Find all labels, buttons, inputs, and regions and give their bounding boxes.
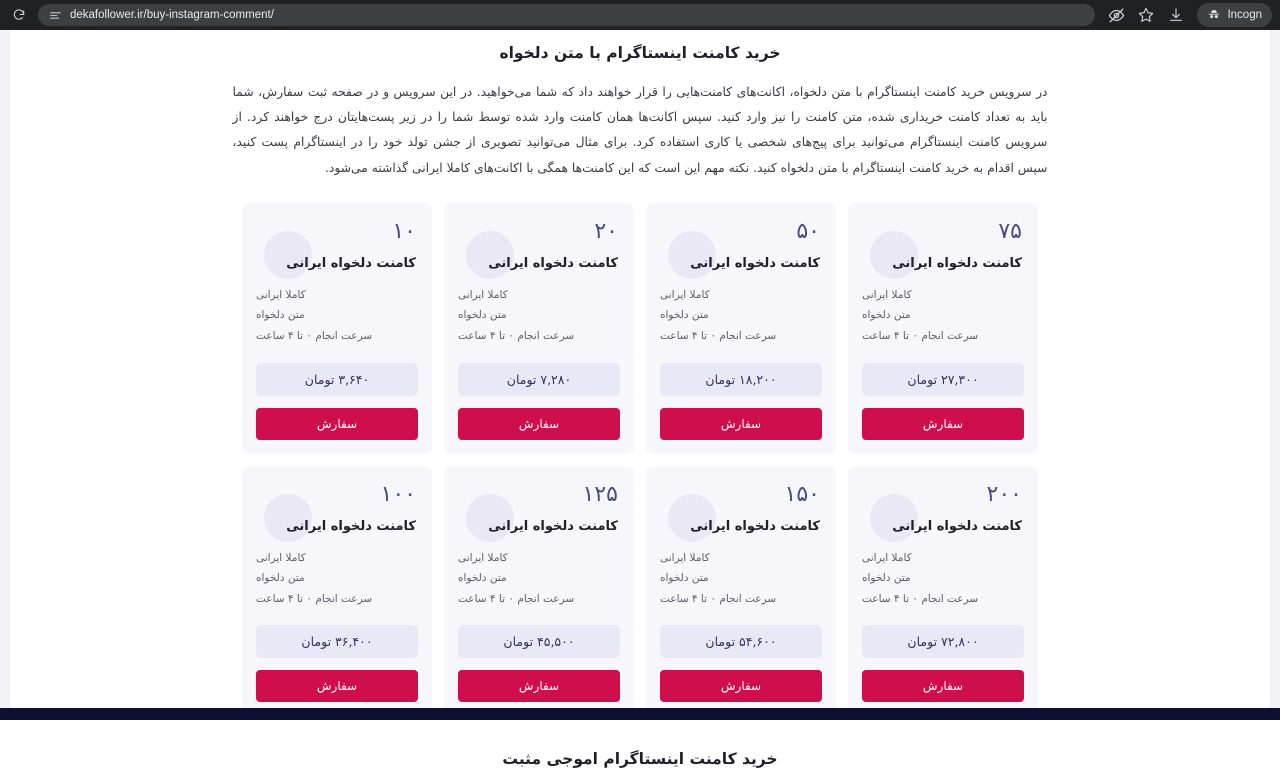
- feature-item: متن دلخواه: [660, 572, 709, 585]
- package-title: کامنت دلخواه ایرانی: [892, 255, 1022, 271]
- package-quantity: ۱۲۵: [582, 481, 618, 507]
- feature-item: کاملا ایرانی: [256, 288, 306, 301]
- pricing-grid: [10, 203, 1270, 717]
- pricing-card[interactable]: [444, 203, 634, 454]
- feature-item: سرعت انجام ۰ تا ۴ ساعت: [458, 592, 575, 605]
- package-quantity: ۱۰: [392, 218, 416, 244]
- page-title: خرید کامنت اینستاگرام با متن دلخواه: [499, 44, 781, 62]
- footer-bar: [0, 708, 1280, 720]
- order-button[interactable]: سفارش: [862, 670, 1024, 702]
- package-quantity: ۵۰: [796, 218, 820, 244]
- download-icon[interactable]: [1167, 6, 1185, 24]
- page-content: [10, 30, 1270, 768]
- package-features: [862, 552, 1024, 614]
- package-price: ۷,۲۸۰ تومان: [458, 363, 620, 396]
- package-title: کامنت دلخواه ایرانی: [488, 255, 618, 271]
- feature-item: متن دلخواه: [862, 309, 911, 322]
- star-icon[interactable]: [1137, 6, 1155, 24]
- feature-item: سرعت انجام ۰ تا ۴ ساعت: [660, 330, 777, 342]
- package-features: [256, 552, 418, 614]
- feature-item: سرعت انجام ۰ تا ۴ ساعت: [256, 592, 373, 605]
- package-title: کامنت دلخواه ایرانی: [690, 255, 820, 271]
- pricing-card[interactable]: [646, 203, 836, 454]
- package-quantity: ۱۰۰: [380, 481, 416, 507]
- pricing-card[interactable]: [848, 203, 1038, 454]
- package-title: کامنت دلخواه ایرانی: [286, 255, 416, 271]
- page-right-gutter: [1270, 30, 1280, 720]
- feature-item: کاملا ایرانی: [862, 288, 912, 301]
- browser-toolbar: [0, 0, 1280, 30]
- order-button[interactable]: سفارش: [256, 670, 418, 702]
- feature-item: کاملا ایرانی: [256, 551, 306, 564]
- feature-item: سرعت انجام ۰ تا ۴ ساعت: [862, 330, 979, 342]
- secondary-section-title: خرید کامنت اینستاگرام اموجی مثبت: [502, 750, 778, 768]
- package-features: [862, 289, 1024, 351]
- incognito-icon: [1207, 7, 1221, 24]
- feature-item: متن دلخواه: [256, 572, 305, 585]
- feature-item: متن دلخواه: [256, 309, 305, 322]
- order-button[interactable]: سفارش: [862, 408, 1024, 440]
- feature-item: کاملا ایرانی: [458, 288, 508, 301]
- pricing-card[interactable]: [848, 466, 1038, 717]
- package-price: ۵۴,۶۰۰ تومان: [660, 625, 822, 658]
- feature-item: سرعت انجام ۰ تا ۴ ساعت: [256, 330, 373, 342]
- browser-actions: [1103, 3, 1272, 27]
- package-quantity: ۷۵: [998, 218, 1022, 244]
- page-left-gutter: [0, 30, 10, 720]
- pricing-card[interactable]: [646, 466, 836, 717]
- package-price: ۲۷,۳۰۰ تومان: [862, 363, 1024, 396]
- pricing-card[interactable]: [242, 203, 432, 454]
- feature-item: کاملا ایرانی: [862, 551, 912, 564]
- page-viewport: [0, 30, 1280, 768]
- feature-item: سرعت انجام ۰ تا ۴ ساعت: [862, 592, 979, 605]
- package-price: ۴۵,۵۰۰ تومان: [458, 625, 620, 658]
- incognito-indicator[interactable]: [1197, 3, 1272, 27]
- pricing-card[interactable]: [242, 466, 432, 717]
- eye-off-icon[interactable]: [1107, 6, 1125, 24]
- order-button[interactable]: سفارش: [660, 670, 822, 702]
- package-quantity: ۲۰۰: [986, 481, 1022, 507]
- package-title: کامنت دلخواه ایرانی: [690, 518, 820, 534]
- feature-item: سرعت انجام ۰ تا ۴ ساعت: [660, 592, 777, 605]
- package-price: ۳,۶۴۰ تومان: [256, 363, 418, 396]
- package-title: کامنت دلخواه ایرانی: [286, 518, 416, 534]
- package-price: ۱۸,۲۰۰ تومان: [660, 363, 822, 396]
- package-features: [256, 289, 418, 351]
- feature-item: کاملا ایرانی: [458, 551, 508, 564]
- feature-item: کاملا ایرانی: [660, 288, 710, 301]
- package-features: [458, 289, 620, 351]
- package-features: [660, 552, 822, 614]
- feature-item: کاملا ایرانی: [660, 551, 710, 564]
- pricing-card[interactable]: [444, 466, 634, 717]
- package-features: [660, 289, 822, 351]
- feature-item: متن دلخواه: [660, 309, 709, 322]
- package-title: کامنت دلخواه ایرانی: [488, 518, 618, 534]
- package-price: ۳۶,۴۰۰ تومان: [256, 625, 418, 658]
- intro-paragraph: در سرویس خرید کامنت اینستاگرام با متن دلخواه، اکانت‌های کامنت‌هایی را قرار خواهند داد که شما می‌خواهید. در این سرویس و در صفحه ثبت سفارش، شما باید به تعداد کامنت خریداری شده، متن کامنت را نیز وارد کنید. سپس اکانت‌ها همان کامنت وارد شده توسط شما را در زیر پست‌هایتان درج خواهند کرد. از سرویس کامنت اینستاگرام می‌توانید برای پیج‌های شخصی یا کاری استفاده کرد. برای مثال می‌توانید تصویری از جشن تولد خود را در اینستاگرام پست کنید، سپس اقدام به خرید کامنت اینستاگرام با متن دلخواه کنید. نکته مهم این است که این کامنت‌ها همگی با اکانت‌های کاملا ایرانی گذاشته می‌شود.: [232, 85, 1048, 175]
- order-button[interactable]: سفارش: [256, 408, 418, 440]
- order-button[interactable]: سفارش: [660, 408, 822, 440]
- incognito-label: Incogn: [1227, 9, 1262, 21]
- package-quantity: ۱۵۰: [784, 481, 820, 507]
- feature-item: سرعت انجام ۰ تا ۴ ساعت: [458, 330, 575, 342]
- address-bar-url: dekafollower.ir/buy-instagram-comment/: [70, 9, 274, 21]
- package-quantity: ۲۰: [594, 218, 618, 244]
- reload-icon[interactable]: [8, 4, 30, 26]
- order-button[interactable]: سفارش: [458, 408, 620, 440]
- site-info-icon[interactable]: [48, 9, 62, 21]
- package-title: کامنت دلخواه ایرانی: [892, 518, 1022, 534]
- order-button[interactable]: سفارش: [458, 670, 620, 702]
- feature-item: متن دلخواه: [458, 309, 507, 322]
- address-bar[interactable]: [38, 4, 1095, 26]
- feature-item: متن دلخواه: [862, 572, 911, 585]
- feature-item: متن دلخواه: [458, 572, 507, 585]
- package-features: [458, 552, 620, 614]
- package-price: ۷۲,۸۰۰ تومان: [862, 625, 1024, 658]
